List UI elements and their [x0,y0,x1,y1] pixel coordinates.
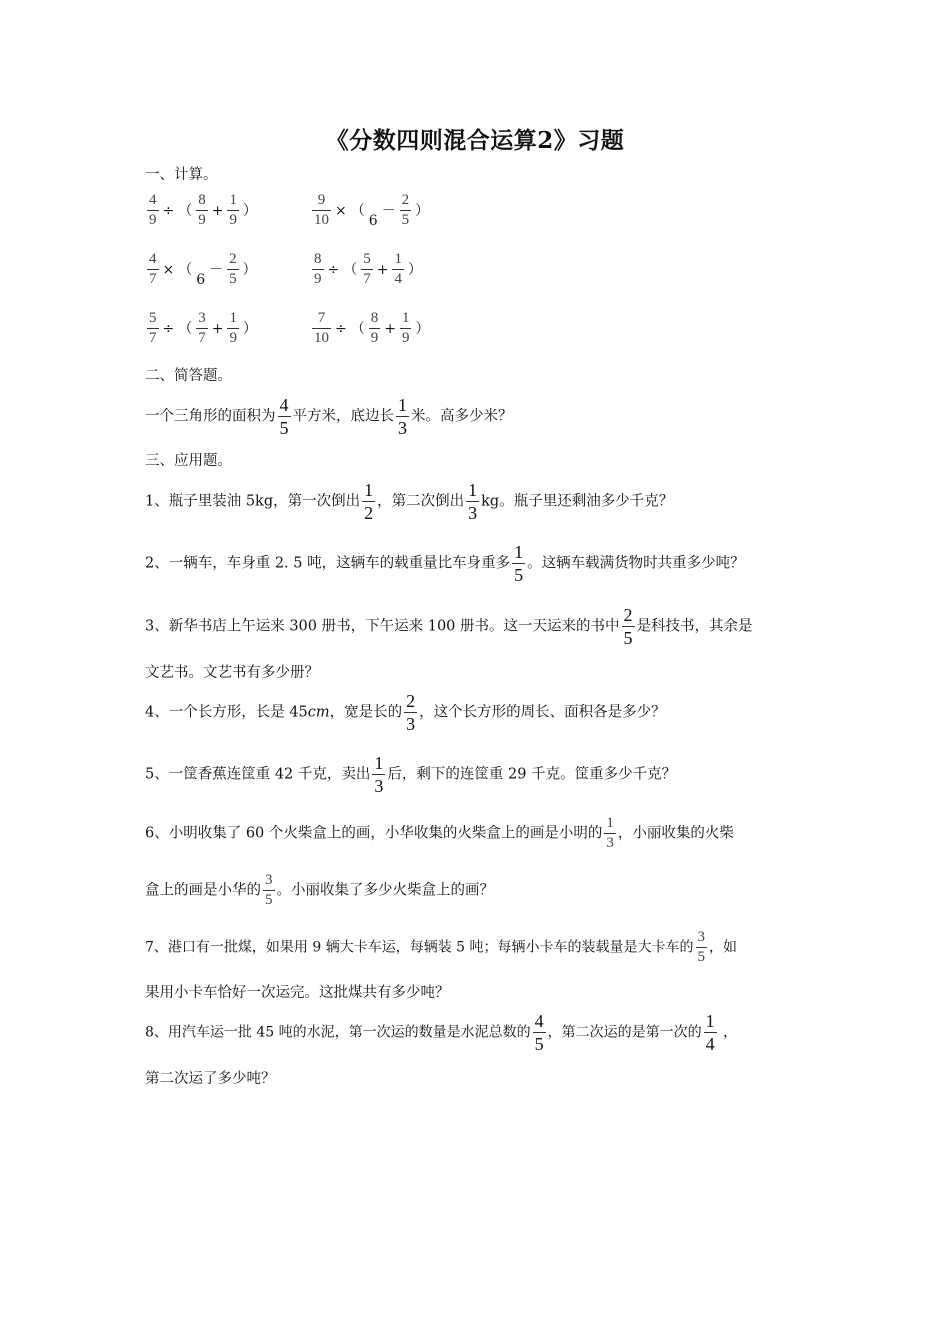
fraction [400,193,412,228]
text-segment: + [376,261,389,278]
text-segment: ） [242,202,257,219]
text-segment: 后，剩下的连筐重 29 千克。筐重多少千克？ [387,766,677,783]
fraction-denominator: 3 [398,418,407,438]
text-segment: 5、一筐香蕉连筐重 42 千克，卖出 [145,766,371,783]
question-7-continued: 果用小卡车恰好一次运完。这批煤共有多少吨？ [145,985,450,1001]
text-segment: ，小丽收集的火柴 [617,825,734,842]
calc-expression-3 [145,252,259,287]
fraction-denominator: 7 [149,330,157,346]
fraction [196,311,208,346]
fraction-numerator: 2 [401,192,410,208]
fraction-numerator: 1 [401,310,410,326]
text-segment: （ [178,261,193,278]
text-segment: 盒上的画是小华的 [145,882,261,899]
text-segment: （ [343,261,358,278]
fraction-numerator: 8 [314,251,322,267]
section-heading-apply: 三、应用题。 [145,453,232,469]
fraction-denominator: 7 [198,330,206,346]
fraction-numerator: 2 [623,605,633,625]
fraction [227,252,239,287]
text-segment: ÷ [327,261,340,278]
fraction-numerator: 4 [534,1011,544,1031]
text-segment: × [162,261,175,278]
fraction [696,930,708,965]
text-segment: 一个三角形的面积为 [145,408,276,425]
text-segment: 平方米，底边长 [292,408,394,425]
text-segment: ） [407,261,422,278]
question-1 [145,481,673,522]
fraction-denominator: 3 [406,714,416,734]
fraction-denominator: 9 [149,212,157,228]
text-segment: － [209,261,224,278]
fraction-denominator: 5 [229,271,237,287]
question-3-continued: 文艺书。文艺书有多少册？ [145,665,319,681]
fraction-numerator: 3 [265,872,273,888]
text-segment: 7、港口有一批煤，如果用 9 辆大卡车运，每辆装 5 吨；每辆小卡车的装载量是大卡车的 [145,939,694,956]
fraction [312,193,331,228]
question-8-continued: 第二次运了多少吨？ [145,1071,276,1087]
text-segment: ） [415,320,430,337]
fraction [312,252,324,287]
fraction-denominator: 10 [314,330,329,346]
fraction-denominator: 9 [229,212,237,228]
fraction [361,252,373,287]
text-segment: + [384,320,396,337]
fraction-numerator: 2 [406,691,416,711]
fraction [147,193,159,228]
fraction [466,481,479,522]
calc-expression-6 [310,311,431,346]
fraction [362,481,375,522]
text-segment: ） [242,320,257,337]
text-segment: 。小丽收集了多少火柴盒上的画？ [276,882,494,899]
fraction [404,692,417,733]
text-segment: + [211,202,224,219]
fraction-numerator: 3 [198,310,206,326]
fraction-denominator: 2 [364,503,374,523]
calc-expression-5 [145,311,259,346]
fraction-denominator: 7 [363,271,371,287]
text-segment: ，第二次运的是第一次的 [547,1024,702,1041]
text-segment: ） [415,202,430,219]
fraction [147,252,159,287]
fraction-denominator: 9 [198,212,206,228]
fraction-numerator: 3 [697,929,706,945]
fraction-denominator: 5 [279,418,289,438]
fraction [604,816,616,851]
question-2 [145,543,745,584]
text-segment: 米。高多少米？ [411,408,513,425]
text-segment: ÷ [162,202,175,219]
question-6 [145,816,734,851]
text-segment: （ [178,320,193,337]
text-segment: ，第二次倒出 [377,493,465,510]
fraction [622,606,635,647]
text-segment: + [211,320,224,337]
text-segment: 是科技书，其余是 [636,618,753,635]
fraction [147,311,159,346]
fraction-numerator: 5 [363,251,371,267]
fraction [400,311,412,346]
fraction-numerator: 7 [317,310,326,326]
fraction-denominator: 4 [705,1034,715,1054]
fraction-denominator: 5 [623,628,633,648]
text-segment: 。这辆车载满货物时共重多少吨？ [527,555,745,572]
fraction-numerator: 1 [394,251,402,267]
fraction-denominator: 9 [229,330,237,346]
fraction [512,543,525,584]
fraction-denominator: 5 [534,1034,544,1054]
fraction [533,1012,546,1053]
question-7 [145,930,737,965]
text-segment: ，宽是长的 [329,704,403,721]
fraction-denominator: 3 [468,503,478,523]
fraction [392,252,404,287]
text-segment: － [381,202,396,219]
fraction [196,193,208,228]
fraction [278,396,291,437]
fraction-denominator: 5 [401,212,410,228]
text-segment: 6 [368,212,378,229]
fraction-numerator: 1 [606,815,614,831]
fraction [263,873,275,908]
fraction-numerator: 2 [229,251,237,267]
fraction-denominator: 3 [374,776,384,796]
fraction-denominator: 7 [149,271,157,287]
calc-expression-1 [145,193,259,228]
question-8 [145,1012,737,1053]
text-segment: 1、瓶子里装油 5kg，第一次倒出 [145,493,361,510]
fraction-numerator: 1 [705,1011,715,1031]
fraction-denominator: 9 [314,271,322,287]
fraction-numerator: 1 [374,753,384,773]
fraction [369,311,381,346]
text-segment: cm [307,704,330,721]
text-segment: 6、小明收集了 60 个火柴盒上的画，小华收集的火柴盒上的画是小明的 [145,825,603,842]
fraction-denominator: 5 [514,565,524,585]
text-segment: ，如 [709,939,738,956]
question-6-continued [145,873,494,908]
fraction-denominator: 3 [606,835,614,851]
fraction-denominator: 9 [401,330,410,346]
fraction-numerator: 8 [198,192,206,208]
fraction-denominator: 5 [697,949,706,965]
text-segment: ÷ [162,320,175,337]
fraction-numerator: 9 [317,192,326,208]
fraction-numerator: 5 [149,310,157,326]
question-4 [145,692,666,733]
calc-expression-4 [310,252,424,287]
page-title: 《分数四则混合运算2》习题 [325,127,625,154]
fraction-numerator: 1 [229,192,237,208]
fraction-numerator: 1 [514,542,524,562]
fraction-numerator: 4 [279,395,289,415]
fraction [704,1012,717,1053]
text-segment: kg。瓶子里还剩油多少千克？ [481,493,674,510]
fraction-numerator: 1 [398,395,407,415]
fraction [372,754,385,795]
text-segment: （ [350,320,365,337]
fraction-numerator: 8 [370,310,379,326]
text-segment: ，这个长方形的周长、面积各是多少？ [419,704,666,721]
text-segment: ÷ [335,320,347,337]
fraction [227,193,239,228]
text-segment: ） [242,261,257,278]
fraction-numerator: 1 [468,480,478,500]
fraction [312,311,331,346]
fraction-numerator: 1 [229,310,237,326]
text-segment: （ [178,202,193,219]
text-segment: 8、用汽车运一批 45 吨的水泥，第一次运的数量是水泥总数的 [145,1024,531,1041]
fraction-denominator: 5 [265,892,273,908]
text-segment: 6 [196,271,206,288]
short-question [145,396,513,437]
text-segment: × [335,202,347,219]
text-segment: ， [718,1024,738,1041]
text-segment: （ [350,202,365,219]
fraction-numerator: 4 [149,192,157,208]
calc-expression-2 [310,193,431,228]
text-segment: 3、新华书店上午运来 300 册书，下午运来 100 册书。这一天运来的书中 [145,618,620,635]
fraction-numerator: 1 [364,480,374,500]
question-3 [145,606,753,647]
section-heading-short: 二、简答题。 [145,368,232,384]
fraction [227,311,239,346]
fraction-denominator: 4 [394,271,402,287]
fraction [396,396,409,437]
text-segment: 4、一个长方形，长是 45 [145,704,308,721]
text-segment: 2、一辆车，车身重 2. 5 吨，这辆车的载重量比车身重多 [145,555,511,572]
question-5 [145,754,676,795]
fraction-denominator: 10 [314,212,329,228]
fraction-denominator: 9 [370,330,379,346]
fraction-numerator: 4 [149,251,157,267]
section-heading-calc: 一、计算。 [145,167,218,183]
